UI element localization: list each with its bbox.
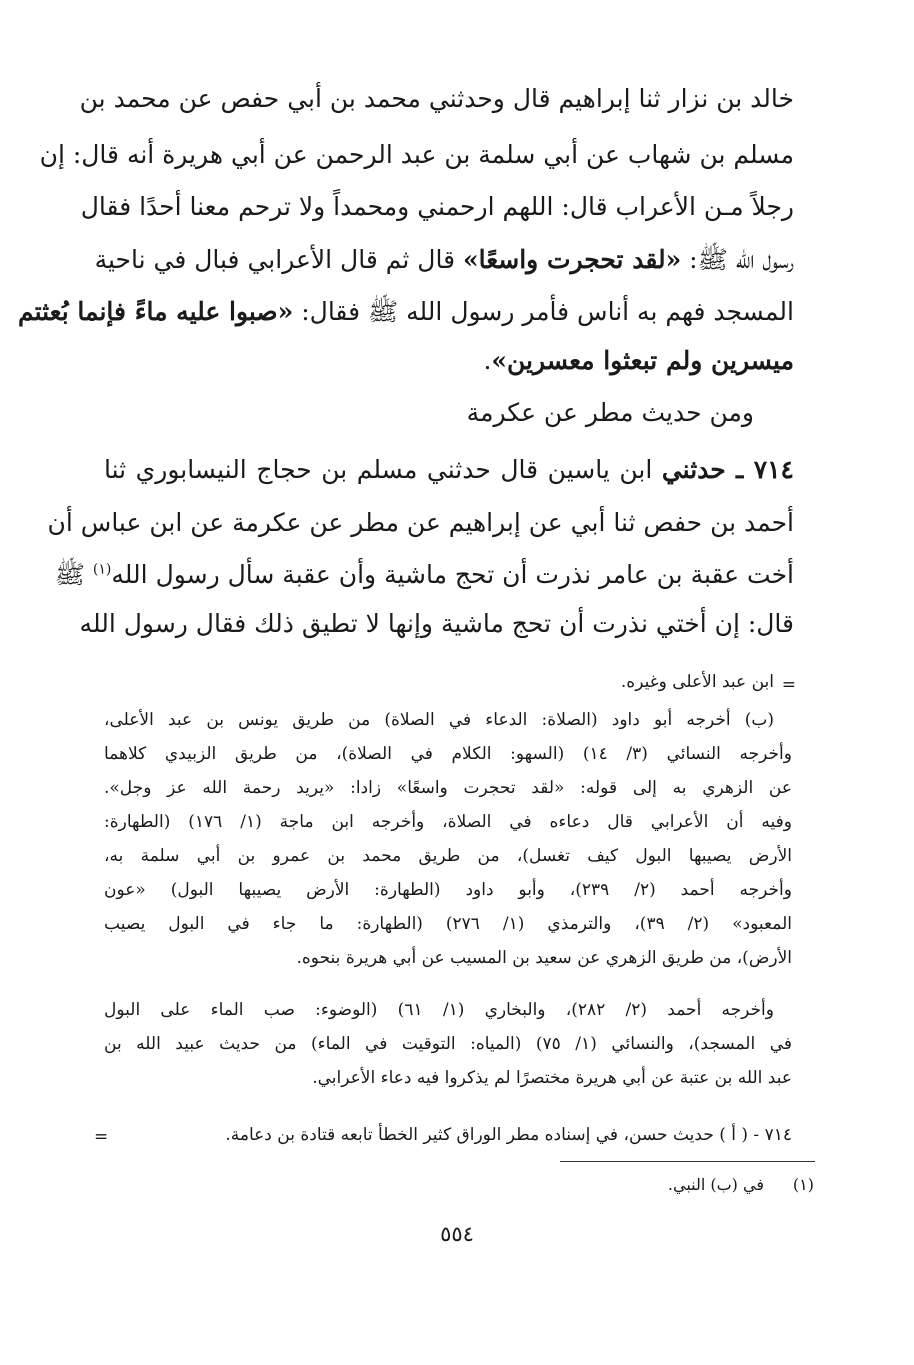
text-segment: أخت عقبة بن عامر نذرت أن تحج ماشية وأن عقبة سأل رسول الله (111, 560, 794, 589)
main-text-line: رجلاً مـن الأعراب قال: اللهم ارحمني ومحمداً ولا ترحم معنا أحدًا فقال (80, 192, 794, 221)
footnote-line: وفيه أن الأعرابي قال دعاءه في الصلاة، وأخرجه ابن ماجة (١/ ١٧٦) (الطهارة: (104, 812, 792, 832)
text-segment: رسول الله ﷺ: (681, 245, 794, 274)
main-text-line: أحمد بن حفص ثنا أبي عن إبراهيم عن مطر عن عكرمة عن ابن عباس أن (47, 508, 794, 537)
main-text-line: خالد بن نزار ثنا إبراهيم قال وحدثني محمد بن أبي حفص عن محمد بن (79, 84, 794, 113)
prophetic-quote: «صبوا عليه ماءً فإنما بُعثتم (17, 297, 294, 326)
main-text-line (54, 559, 794, 596)
main-text-line (104, 346, 794, 375)
footnote-line: الأرض)، من طريق الزهري عن سعيد بن المسيب عن أبي هريرة بنحوه. (296, 948, 792, 968)
text-segment: قال ثم قال الأعرابي فبال في ناحية (94, 245, 463, 274)
main-text-line (94, 244, 794, 281)
main-text-line: قال: إن أختي نذرت أن تحج ماشية وإنها لا تطيق ذلك فقال رسول الله (79, 609, 794, 638)
footnote-line: وأخرجه أحمد (٢/ ٢٣٩)، وأبو داود (الطهارة: الأرض يصيبها البول) «عون (104, 880, 792, 900)
footnote-line: المعبود» (٢/ ٣٩)، والترمذي (١/ ٢٧٦) (الطهارة: ما جاء في البول يصيب (104, 914, 792, 934)
footnote-line: وأخرجه أحمد (٢/ ٢٨٢)، والبخاري (١/ ٦١) (الوضوء: صب الماء على البول (104, 1000, 774, 1020)
footnote-line: وأخرجه النسائي (٣/ ١٤) (السهو: الكلام في الصلاة)، من طريق الزبيدي كلاهما (104, 744, 792, 764)
footnote-divider (560, 1161, 815, 1162)
text-segment: ابن ياسين قال حدثني مسلم بن حجاج النيسابوري ثنا (104, 455, 662, 484)
main-text-line: مسلم بن شهاب عن أبي سلمة بن عبد الرحمن عن أبي هريرة أنه قال: إن (39, 140, 794, 169)
footnote-line: في المسجد)، والنسائي (١/ ٧٥) (المياه: التوقيت في الماء) من حديث عبيد الله بن (104, 1034, 793, 1054)
prophetic-quote: «لقد تحجرت واسعًا» (462, 245, 682, 274)
footnote-number: (١) (792, 1175, 814, 1194)
continuation-mark: = (94, 1127, 109, 1147)
footnote-text: في (ب) النبي. (667, 1175, 764, 1194)
section-heading: ومن حديث مطر عن عكرمة (466, 398, 754, 427)
page-number: ٥٥٤ (440, 1222, 474, 1246)
text-segment: المسجد فهم به أناس فأمر رسول الله ﷺ فقال: (293, 297, 794, 326)
text-segment: . (483, 346, 492, 375)
footnote-line: (ب) أخرجه أبو داود (الصلاة: الدعاء في الصلاة) من طريق يونس بن عبد الأعلى، (104, 710, 774, 730)
text-segment: ﷺ (54, 560, 93, 589)
footnote-line: ٧١٤ - ( أ ) حديث حسن، في إسناده مطر الوراق كثير الخطأ تابعه قتادة بن دعامة. (225, 1125, 792, 1145)
footnote-line: الأرض يصيبها البول كيف تغسل)، من طريق محمد بن عمرو بن أبي سلمة به، (104, 846, 792, 866)
prophetic-quote: ميسرين ولم تبعثوا معسرين» (491, 346, 794, 375)
main-text-line (17, 296, 794, 333)
main-text-line (104, 455, 794, 484)
hadith-number-label: ٧١٤ ـ حدثني (661, 455, 794, 484)
footnote-line: عبد الله بن عتبة عن أبي هريرة مختصرًا لم يذكروا فيه دعاء الأعرابي. (312, 1068, 792, 1088)
footnote-line: عن الزهري به إلى قوله: «لقد تحجرت واسعًا» زادا: «يريد رحمة الله عز وجل». (104, 778, 792, 798)
continuation-mark: = (781, 675, 796, 695)
footnote-marker: (١) (92, 561, 112, 578)
footnote-line: ابن عبد الأعلى وغيره. (620, 672, 774, 692)
